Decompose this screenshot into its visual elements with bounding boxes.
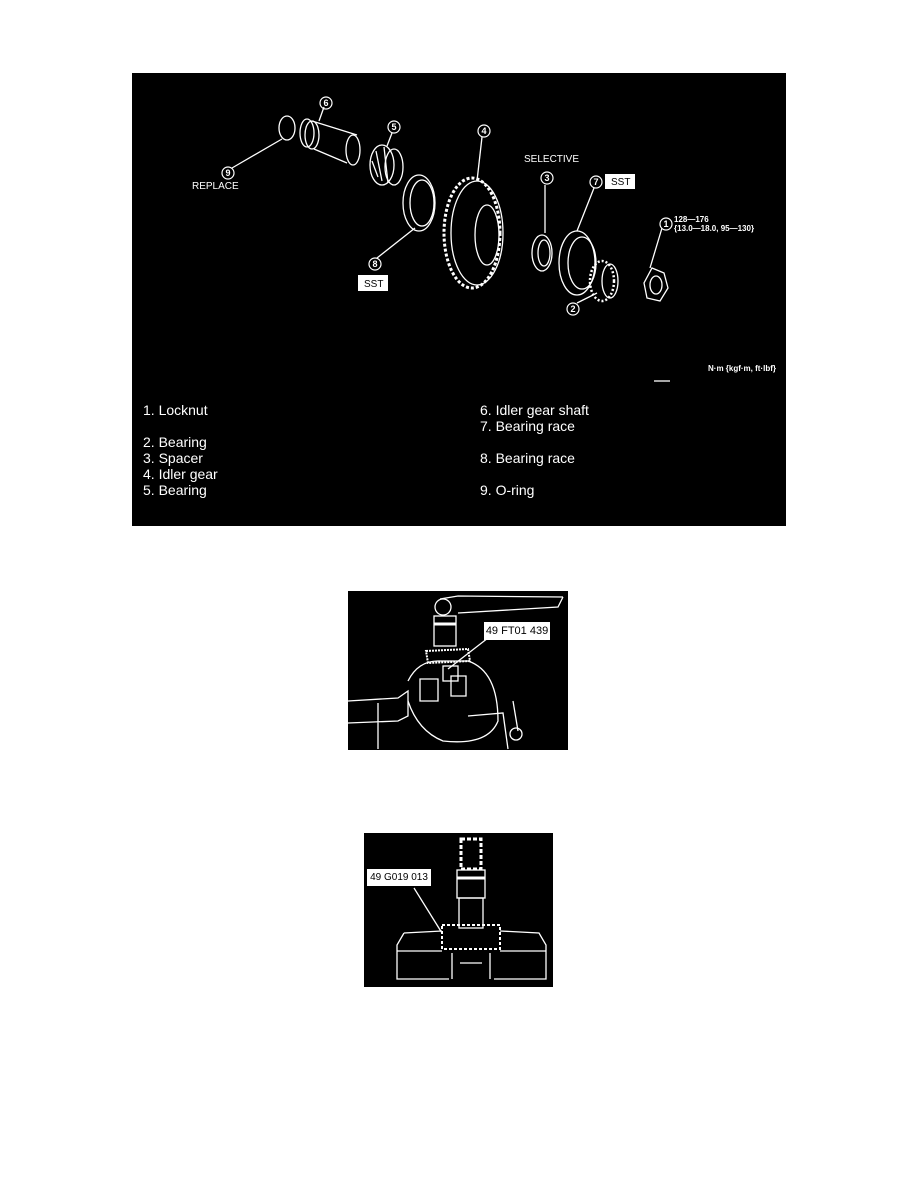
callout-1: 1 [663, 219, 669, 229]
special-tool-label: 49 G019 013 [367, 869, 431, 886]
callout-7: 7 [593, 177, 599, 187]
legend-item: 6. Idler gear shaft [480, 402, 589, 418]
idler-gear-shaft-part [300, 119, 360, 165]
legend-item: 8. Bearing race [480, 450, 575, 466]
bearing-race-8-part [403, 175, 435, 231]
callout-6: 6 [323, 98, 329, 108]
torque-units: N·m {kgf·m, ft·lbf} [708, 364, 776, 373]
legend-item: 3. Spacer [143, 450, 203, 466]
torque-value: 128—176 [674, 215, 709, 224]
idler-gear-part [444, 178, 503, 288]
selective-note: SELECTIVE [524, 154, 580, 165]
legend-item: 7. Bearing race [480, 418, 575, 434]
callout-8: 8 [372, 259, 378, 269]
locknut-part [644, 268, 668, 301]
legend-item: 2. Bearing [143, 434, 207, 450]
special-tool-label: 49 FT01 439 [484, 622, 550, 640]
bearing-5-part [370, 145, 403, 185]
o-ring-part [279, 116, 295, 140]
callout-9: 9 [225, 168, 231, 178]
callout-3: 3 [544, 173, 550, 183]
callout-4: 4 [481, 126, 487, 136]
sst-label-8: SST [364, 279, 384, 290]
legend-item: 9. O-ring [480, 482, 535, 498]
callout-5: 5 [391, 122, 397, 132]
parts-legend-left [143, 402, 218, 498]
bearing-press-illustration [364, 833, 553, 987]
legend-item: 1. Locknut [143, 402, 208, 418]
legend-item: 5. Bearing [143, 482, 207, 498]
idler-gear-exploded-diagram [132, 73, 786, 526]
torque-value-alt: {13.0—18.0, 95—130} [674, 224, 755, 233]
parts-legend-right [480, 402, 589, 498]
sst-label-7: SST [611, 177, 631, 188]
callout-2: 2 [570, 304, 576, 314]
locknut-removal-illustration [348, 591, 568, 750]
legend-item: 4. Idler gear [143, 466, 218, 482]
replace-note: REPLACE [192, 181, 239, 192]
